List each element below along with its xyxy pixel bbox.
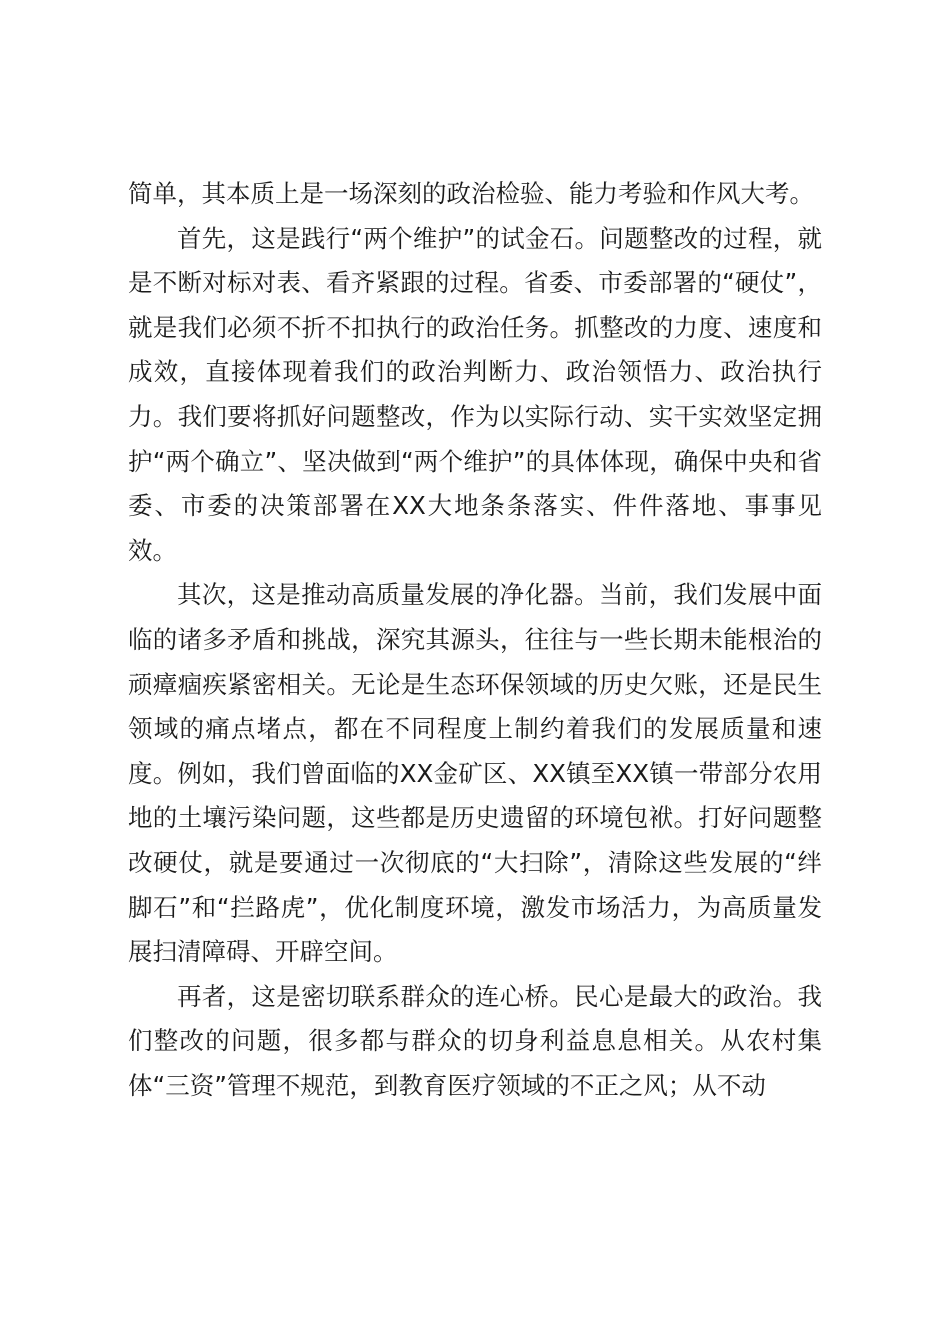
paragraph-high-quality-development: 其次，这是推动高质量发展的净化器。当前，我们发展中面临的诸多矛盾和挑战，深究其源头，往往与一些长期未能根治的顽瘴痼疾紧密相关。无论是生态环保领域的历史欠账，还是民生领域的痛点堵点，都在不同程度上制约着我们的发展质量和速度。例如，我们曾面临的XX金矿区、XX镇至XX镇一带部分农用地的土壤污染问题，这些都是历史遗留的环境包袱。打好问题整改硬仗，就是要通过一次彻底的“大扫除”，清除这些发展的“绊脚石”和“拦路虎”，优化制度环境，激发市场活力，为高质量发展扫清障碍、开辟空间。 bbox=[128, 580, 822, 967]
paragraph-mass-connection: 再者，这是密切联系群众的连心桥。民心是最大的政治。我们整改的问题，很多都与群众的切身利益息息相关。从农村集体“三资”管理不规范，到教育医疗领域的不正之风；从不动 bbox=[128, 981, 822, 1100]
document-body bbox=[128, 172, 822, 1108]
paragraph-two-maintenances: 首先，这是践行“两个维护”的试金石。问题整改的过程，就是不断对标对表、看齐紧跟的过程。省委、市委部署的“硬仗”，就是我们必须不折不扣执行的政治任务。抓整改的力度、速度和成效，直接体现着我们的政治判断力、政治领悟力、政治执行力。我们要将抓好问题整改，作为以实际行动、实干实效坚定拥护“两个确立”、坚决做到“两个维护”的具体体现，确保中央和省委、市委的决策部署在XX大地条条落实、件件落地、事事见效。 bbox=[128, 223, 822, 565]
paragraph-continuation: 简单，其本质上是一场深刻的政治检验、能力考验和作风大考。 bbox=[128, 179, 814, 208]
